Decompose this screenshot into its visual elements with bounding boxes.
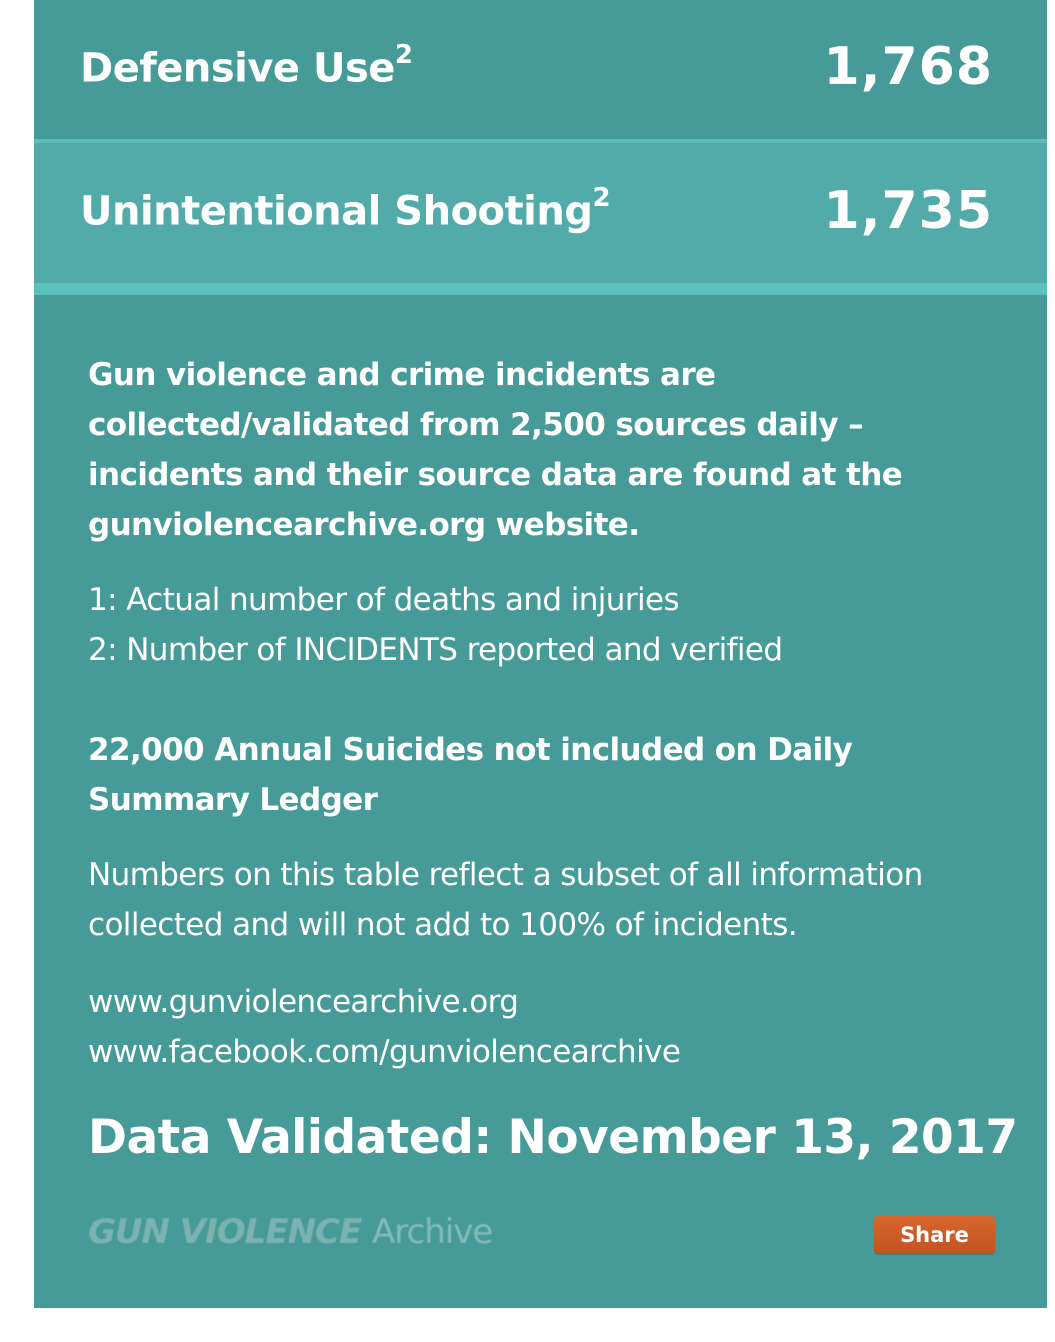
website-link[interactable]: www.gunviolencearchive.org bbox=[88, 984, 519, 1020]
share-button[interactable]: Share bbox=[874, 1216, 995, 1254]
footnote-marker: 2 bbox=[592, 183, 611, 213]
footnote-2: 2: Number of INCIDENTS reported and verified bbox=[88, 632, 783, 668]
stat-row-unintentional-shooting bbox=[34, 143, 1047, 283]
gun-violence-archive-logo: GUN VIOLENCE Archive bbox=[88, 1212, 493, 1252]
suicide-note: 22,000 Annual Suicides not included on Daily Summary Ledger bbox=[88, 732, 853, 818]
footnote-marker: 2 bbox=[394, 40, 413, 70]
stat-label: Unintentional Shooting$^2$ bbox=[80, 183, 611, 235]
section-divider bbox=[34, 283, 1047, 295]
summary-card bbox=[34, 0, 1047, 1308]
stat-value: 1,735 bbox=[823, 181, 993, 241]
footnote-1: 1: Actual number of deaths and injuries bbox=[88, 582, 679, 618]
collection-note: Gun violence and crime incidents are collected/validated from 2,500 sources daily – incidents and their source data are found at the gunviolencearchive.org website. bbox=[88, 357, 903, 543]
subset-note: Numbers on this table reflect a subset of all information collected and will not add to 100% of incidents. bbox=[88, 857, 923, 943]
data-validated-date: Data Validated: November 13, 2017 bbox=[88, 1110, 1018, 1165]
stat-label: Defensive Use$^2$ bbox=[80, 40, 413, 92]
facebook-link[interactable]: www.facebook.com/gunviolencearchive bbox=[88, 1034, 681, 1070]
stat-value: 1,768 bbox=[823, 37, 993, 97]
stat-row-defensive-use bbox=[34, 0, 1047, 140]
